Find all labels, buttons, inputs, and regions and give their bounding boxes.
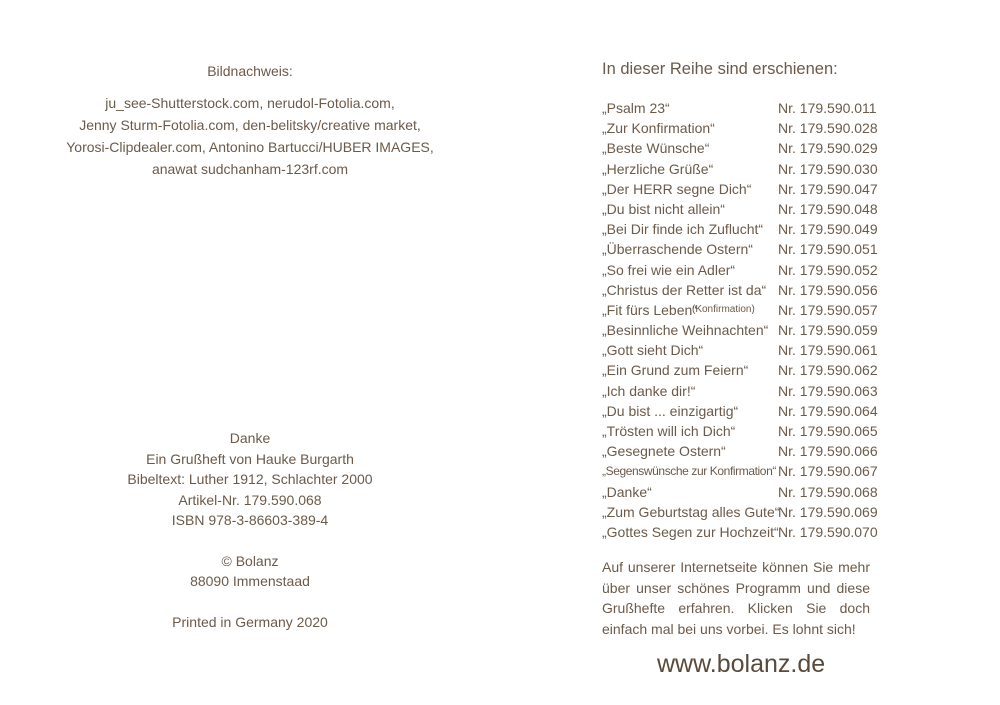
imprint-article-number: Artikel-Nr. 179.590.068 <box>178 491 322 508</box>
right-page <box>500 0 1000 705</box>
series-title: In dieser Reihe sind erschienen: <box>602 60 838 78</box>
series-item-title: „Ein Grund zum Feiern“ <box>602 362 749 379</box>
series-item-number: Nr. 179.590.062 <box>778 362 878 379</box>
series-item <box>602 421 982 441</box>
series-item-title: „Gesegnete Ostern“ <box>602 443 726 460</box>
series-item <box>602 381 982 401</box>
series-item-title: „Gott sieht Dich“ <box>602 342 704 359</box>
series-item <box>602 179 982 199</box>
series-item-number: Nr. 179.590.056 <box>778 281 878 298</box>
series-item-number: Nr. 179.590.065 <box>778 423 878 439</box>
series-item-suffix: (Konfirmation) <box>692 303 755 315</box>
series-item-number: Nr. 179.590.030 <box>778 160 878 177</box>
credits-line: ju_see-Shutterstock.com, nerudol-Fotolia.com, <box>105 95 395 111</box>
series-item-title: „Besinnliche Weihnachten“ <box>602 322 769 339</box>
series-item-title: „Fit fürs Leben“ <box>602 301 697 318</box>
publisher-address: 88090 Immenstaad <box>190 573 310 589</box>
series-item <box>602 401 982 421</box>
imprint-bible-text: Bibeltext: Luther 1912, Schlachter 2000 <box>127 471 373 487</box>
series-item-title: „Zum Geburtstag alles Gute“ <box>602 503 780 520</box>
credits-line: anawat sudchanham-123rf.com <box>151 161 349 177</box>
series-item-title: „Überraschende Ostern“ <box>602 241 753 258</box>
info-text: Auf unserer Internetseite können Sie mehr über unser schönes Programm und diese Grußhefte erfahren. Klicken Sie doch einfach mal bei uns vorbei. Es lohnt sich! <box>602 559 870 637</box>
series-item-title: „Der HERR segne Dich“ <box>602 180 752 197</box>
series-item-number: Nr. 179.590.028 <box>778 120 878 137</box>
website-url[interactable]: www.bolanz.de <box>657 650 826 678</box>
imprint-author: Ein Grußheft von Hauke Burgarth <box>146 450 354 467</box>
series-item <box>602 199 982 219</box>
series-item-number: Nr. 179.590.059 <box>778 322 878 339</box>
series-item-title: „Herzliche Grüße“ <box>602 160 714 177</box>
series-item-number: Nr. 179.590.067 <box>778 463 878 480</box>
series-item <box>602 441 982 461</box>
series-item-title: „Beste Wünsche“ <box>602 140 710 157</box>
series-item <box>602 159 982 179</box>
series-item-title: „Danke“ <box>602 483 652 500</box>
series-item-number: Nr. 179.590.051 <box>778 241 878 258</box>
imprint <box>0 428 500 632</box>
series-item-title: „Psalm 23“ <box>602 100 670 116</box>
printed-note: Printed in Germany 2020 <box>172 613 328 630</box>
series-item-number: Nr. 179.590.052 <box>778 261 878 278</box>
series-item-title: „Segenswünsche zur Konfirmation“ <box>602 464 776 479</box>
image-credits <box>0 60 500 180</box>
series-item-number: Nr. 179.590.064 <box>778 402 878 419</box>
series-item-number: Nr. 179.590.069 <box>778 503 878 520</box>
series-item <box>602 300 982 320</box>
series-item-number: Nr. 179.590.047 <box>778 180 878 197</box>
series-item-number: Nr. 179.590.061 <box>778 342 878 359</box>
series-item <box>602 340 982 360</box>
credits-line: Yorosi-Clipdealer.com, Antonino Bartucci/HUBER IMAGES, <box>66 139 434 155</box>
imprint-title: Danke <box>229 430 271 446</box>
series-item-title: „Trösten will ich Dich“ <box>602 423 736 439</box>
series-item <box>602 138 982 158</box>
series-item-title: „Zur Konfirmation“ <box>602 120 715 137</box>
series-item <box>602 482 982 502</box>
series-item <box>602 239 982 259</box>
series-item-number: Nr. 179.590.070 <box>778 523 878 540</box>
series-item <box>602 118 982 138</box>
series-item-number: Nr. 179.590.057 <box>778 301 878 318</box>
imprint-isbn: ISBN 978-3-86603-389-4 <box>171 512 329 528</box>
series-item <box>602 502 982 522</box>
series-item-title: „Du bist nicht allein“ <box>602 200 725 217</box>
series-item-number: Nr. 179.590.029 <box>778 140 878 157</box>
series-item-number: Nr. 179.590.063 <box>778 382 878 399</box>
series-item-number: Nr. 179.590.066 <box>778 443 878 460</box>
series-item-title: „Christus der Retter ist da“ <box>602 281 767 298</box>
series-item-title: „Ich danke dir!“ <box>602 382 696 399</box>
series-item <box>602 320 982 340</box>
series-item-number: Nr. 179.590.048 <box>778 200 878 217</box>
series-item-number: Nr. 179.590.049 <box>778 221 878 238</box>
credits-line: Jenny Sturm-Fotolia.com, den-belitsky/creative market, <box>79 117 421 133</box>
series-item-title: „So frei wie ein Adler“ <box>602 261 736 278</box>
series-item-number: Nr. 179.590.068 <box>778 483 878 500</box>
series-item <box>602 461 982 481</box>
series-item-title: „Bei Dir finde ich Zuflucht“ <box>602 221 764 238</box>
series-item-number: Nr. 179.590.011 <box>778 100 877 116</box>
publisher-name: © Bolanz <box>221 552 279 569</box>
series-item <box>602 522 982 542</box>
series-item <box>602 280 982 300</box>
series-item <box>602 98 982 118</box>
series-item <box>602 260 982 280</box>
credits-title: Bildnachweis: <box>207 63 293 79</box>
series-item-title: „Gottes Segen zur Hochzeit“ <box>602 523 779 540</box>
series-list <box>602 98 982 542</box>
series-item <box>602 219 982 239</box>
series-item-title: „Du bist ... einzigartig“ <box>602 402 739 419</box>
series-item <box>602 360 982 380</box>
